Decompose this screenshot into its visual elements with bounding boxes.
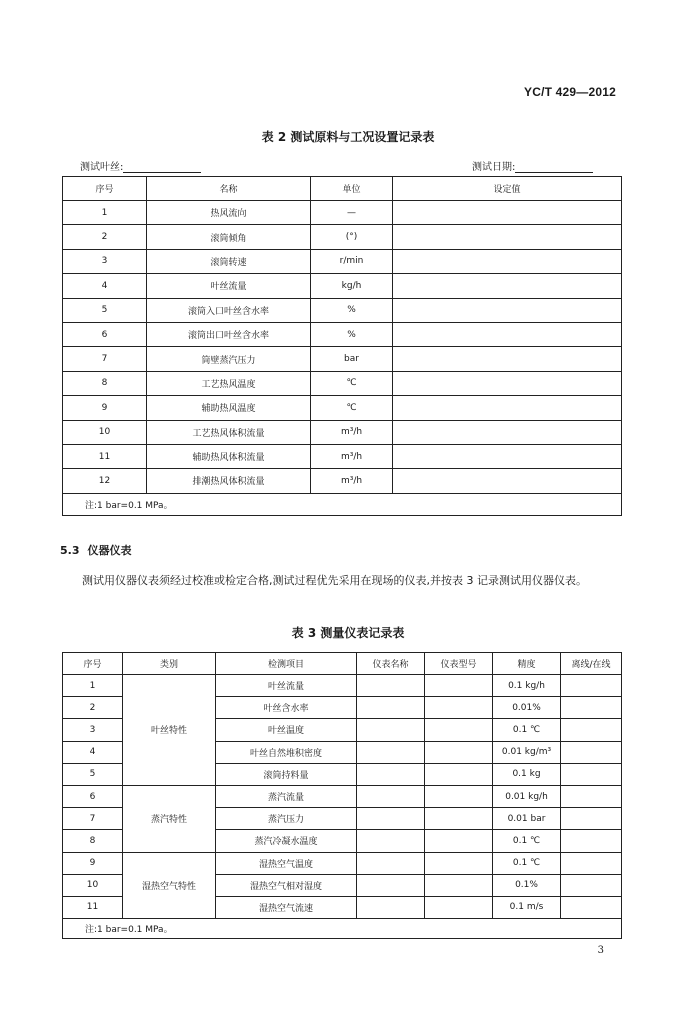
- table3-cell-instrument-name: [357, 675, 425, 697]
- table2-cell-name: 滚筒倾角: [147, 225, 311, 249]
- table3-cell-accuracy: 0.1%: [493, 874, 561, 896]
- table2-cell-unit: kg/h: [311, 274, 393, 298]
- table3-cell-instrument-name: [357, 697, 425, 719]
- section-paragraph: 测试用仪器仪表须经过校准或检定合格,测试过程优先采用在现场的仪表,并按表 3 记录测试用仪器仪表。: [82, 574, 587, 587]
- table3-cell-index: 11: [63, 896, 123, 918]
- table3-cell-instrument-model: [425, 874, 493, 896]
- table2-cell-name: 热风流向: [147, 201, 311, 225]
- table3-cell-item: 湿热空气相对湿度: [216, 874, 357, 896]
- standard-code: YC/T 429—2012: [524, 85, 616, 99]
- table2-cell-name: 工艺热风体积流量: [147, 420, 311, 444]
- table3-cell-instrument-name: [357, 741, 425, 763]
- table3-cell-accuracy: 0.01 kg/h: [493, 785, 561, 807]
- table3-cell-index: 3: [63, 719, 123, 741]
- test-tobacco-blank: [123, 162, 201, 173]
- table3-cell-offline-online: [561, 808, 622, 830]
- table2-cell-name: 滚筒转速: [147, 249, 311, 273]
- table3-header-offline-online: 离线/在线: [561, 653, 622, 675]
- table3-cell-instrument-name: [357, 852, 425, 874]
- table2-row: [63, 347, 622, 371]
- table2-row: [63, 371, 622, 395]
- table2-cell-name: 叶丝流量: [147, 274, 311, 298]
- table2-cell-name: 筒壁蒸汽压力: [147, 347, 311, 371]
- table2-cell-setpoint: [393, 322, 622, 346]
- table2-cell-index: 9: [63, 396, 147, 420]
- table3-cell-category: 湿热空气特性: [123, 852, 216, 919]
- table2-cell-unit: %: [311, 322, 393, 346]
- table3-cell-accuracy: 0.01 bar: [493, 808, 561, 830]
- table2-row: [63, 469, 622, 493]
- table2-header-unit: 单位: [311, 177, 393, 201]
- table3-cell-offline-online: [561, 675, 622, 697]
- table3-cell-category: 叶丝特性: [123, 675, 216, 786]
- table2-cell-setpoint: [393, 274, 622, 298]
- page-number: 3: [597, 945, 604, 956]
- test-tobacco-label: 测试叶丝:: [80, 162, 124, 173]
- table3-cell-instrument-model: [425, 896, 493, 918]
- table3-cell-accuracy: 0.01 kg/m³: [493, 741, 561, 763]
- section-title: 仪器仪表: [87, 544, 132, 557]
- table3-cell-item: 叶丝含水率: [216, 697, 357, 719]
- table3-row: [63, 785, 622, 807]
- table2-settings: [62, 176, 622, 516]
- table3-cell-item: 叶丝自然堆积密度: [216, 741, 357, 763]
- table2-cell-setpoint: [393, 371, 622, 395]
- table2-cell-setpoint: [393, 225, 622, 249]
- table2-cell-index: 7: [63, 347, 147, 371]
- table2-cell-unit: m³/h: [311, 444, 393, 468]
- table2-header-name: 名称: [147, 177, 311, 201]
- table2-cell-index: 10: [63, 420, 147, 444]
- table2-note: 注:1 bar=0.1 MPa。: [63, 493, 622, 515]
- table3-cell-index: 2: [63, 697, 123, 719]
- table3-cell-instrument-model: [425, 741, 493, 763]
- table2-cell-unit: %: [311, 298, 393, 322]
- table3-cell-index: 4: [63, 741, 123, 763]
- table3-cell-offline-online: [561, 830, 622, 852]
- table3-cell-instrument-model: [425, 852, 493, 874]
- table2-cell-index: 3: [63, 249, 147, 273]
- table2-cell-index: 8: [63, 371, 147, 395]
- table3-cell-accuracy: 0.1 m/s: [493, 896, 561, 918]
- table2-cell-index: 6: [63, 322, 147, 346]
- table2-header-row: [63, 177, 622, 201]
- table3-cell-item: 滚筒持料量: [216, 763, 357, 785]
- table3-cell-instrument-model: [425, 719, 493, 741]
- table3-row: [63, 675, 622, 697]
- table2-cell-name: 滚筒出口叶丝含水率: [147, 322, 311, 346]
- table3-cell-index: 8: [63, 830, 123, 852]
- table3-cell-offline-online: [561, 874, 622, 896]
- table2-cell-setpoint: [393, 396, 622, 420]
- table3-cell-item: 湿热空气温度: [216, 852, 357, 874]
- table2-row: [63, 444, 622, 468]
- table3-cell-instrument-model: [425, 675, 493, 697]
- table3-cell-category: 蒸汽特性: [123, 785, 216, 852]
- table2-cell-name: 滚筒入口叶丝含水率: [147, 298, 311, 322]
- section-number: 5.3: [60, 544, 80, 557]
- table2-cell-unit: m³/h: [311, 420, 393, 444]
- table3-cell-instrument-name: [357, 896, 425, 918]
- table3-cell-accuracy: 0.1 ℃: [493, 852, 561, 874]
- table2-row: [63, 322, 622, 346]
- table2-header-setpoint: 设定值: [393, 177, 622, 201]
- table2-cell-index: 2: [63, 225, 147, 249]
- table3-cell-index: 10: [63, 874, 123, 896]
- table2-cell-setpoint: [393, 469, 622, 493]
- table3-cell-instrument-model: [425, 830, 493, 852]
- test-date-label: 测试日期:: [472, 162, 516, 173]
- table3-cell-accuracy: 0.1 ℃: [493, 830, 561, 852]
- table2-caption: 表 2 测试原料与工况设置记录表: [261, 130, 435, 144]
- table2-cell-name: 辅助热风体积流量: [147, 444, 311, 468]
- table3-cell-accuracy: 0.1 kg: [493, 763, 561, 785]
- test-date-field: [472, 158, 593, 173]
- table2-cell-name: 排潮热风体积流量: [147, 469, 311, 493]
- table2-cell-name: 工艺热风温度: [147, 371, 311, 395]
- table3-instruments: [62, 652, 622, 939]
- table3-cell-index: 7: [63, 808, 123, 830]
- table3-cell-instrument-name: [357, 808, 425, 830]
- table3-cell-offline-online: [561, 852, 622, 874]
- table3-cell-offline-online: [561, 896, 622, 918]
- table2-row: [63, 396, 622, 420]
- table3-header-instrument-name: 仪表名称: [357, 653, 425, 675]
- table2-row: [63, 274, 622, 298]
- table3-cell-accuracy: 0.1 ℃: [493, 719, 561, 741]
- test-date-blank: [515, 162, 593, 173]
- table3-cell-offline-online: [561, 741, 622, 763]
- table2-cell-unit: r/min: [311, 249, 393, 273]
- table2-cell-unit: (°): [311, 225, 393, 249]
- test-tobacco-field: [80, 158, 201, 173]
- table3-header-row: [63, 653, 622, 675]
- table3-cell-item: 叶丝流量: [216, 675, 357, 697]
- table2-cell-index: 4: [63, 274, 147, 298]
- table2-cell-setpoint: [393, 298, 622, 322]
- table2-cell-unit: bar: [311, 347, 393, 371]
- table3-cell-instrument-name: [357, 874, 425, 896]
- table3-header-item: 检测项目: [216, 653, 357, 675]
- table3-cell-instrument-name: [357, 719, 425, 741]
- table3-header-index: 序号: [63, 653, 123, 675]
- table3-cell-instrument-name: [357, 830, 425, 852]
- table3-cell-index: 5: [63, 763, 123, 785]
- table3-cell-instrument-model: [425, 808, 493, 830]
- table2-cell-name: 辅助热风温度: [147, 396, 311, 420]
- table2-cell-unit: ℃: [311, 371, 393, 395]
- table2-cell-setpoint: [393, 201, 622, 225]
- table2-cell-unit: m³/h: [311, 469, 393, 493]
- table3-cell-offline-online: [561, 697, 622, 719]
- table2-cell-index: 5: [63, 298, 147, 322]
- table3-cell-instrument-name: [357, 785, 425, 807]
- table3-cell-item: 蒸汽冷凝水温度: [216, 830, 357, 852]
- table2-cell-setpoint: [393, 249, 622, 273]
- table3-cell-instrument-name: [357, 763, 425, 785]
- table3-row: [63, 852, 622, 874]
- table3-cell-instrument-model: [425, 697, 493, 719]
- section-heading: [60, 542, 132, 558]
- table3-cell-accuracy: 0.1 kg/h: [493, 675, 561, 697]
- table3-cell-index: 9: [63, 852, 123, 874]
- table2-row: [63, 298, 622, 322]
- table3-note: 注:1 bar=0.1 MPa。: [63, 919, 622, 939]
- table2-cell-unit: —: [311, 201, 393, 225]
- table3-cell-index: 1: [63, 675, 123, 697]
- table2-cell-setpoint: [393, 420, 622, 444]
- table2-cell-index: 1: [63, 201, 147, 225]
- table3-header-instrument-model: 仪表型号: [425, 653, 493, 675]
- table2-cell-index: 11: [63, 444, 147, 468]
- table3-cell-accuracy: 0.01%: [493, 697, 561, 719]
- table3-cell-instrument-model: [425, 785, 493, 807]
- table2-header-index: 序号: [63, 177, 147, 201]
- table3-cell-item: 叶丝温度: [216, 719, 357, 741]
- table2-cell-setpoint: [393, 444, 622, 468]
- table2-cell-setpoint: [393, 347, 622, 371]
- table3-header-accuracy: 精度: [493, 653, 561, 675]
- table3-cell-index: 6: [63, 785, 123, 807]
- table2-row: [63, 225, 622, 249]
- table3-cell-item: 蒸汽流量: [216, 785, 357, 807]
- table3-cell-instrument-model: [425, 763, 493, 785]
- table2-cell-index: 12: [63, 469, 147, 493]
- table3-caption: 表 3 测量仪表记录表: [291, 626, 405, 640]
- table3-cell-item: 湿热空气流速: [216, 896, 357, 918]
- table3-cell-offline-online: [561, 785, 622, 807]
- table3-cell-offline-online: [561, 763, 622, 785]
- table2-row: [63, 249, 622, 273]
- table3-cell-item: 蒸汽压力: [216, 808, 357, 830]
- table3-header-category: 类别: [123, 653, 216, 675]
- table2-cell-unit: ℃: [311, 396, 393, 420]
- table2-row: [63, 201, 622, 225]
- table3-cell-offline-online: [561, 719, 622, 741]
- table2-row: [63, 420, 622, 444]
